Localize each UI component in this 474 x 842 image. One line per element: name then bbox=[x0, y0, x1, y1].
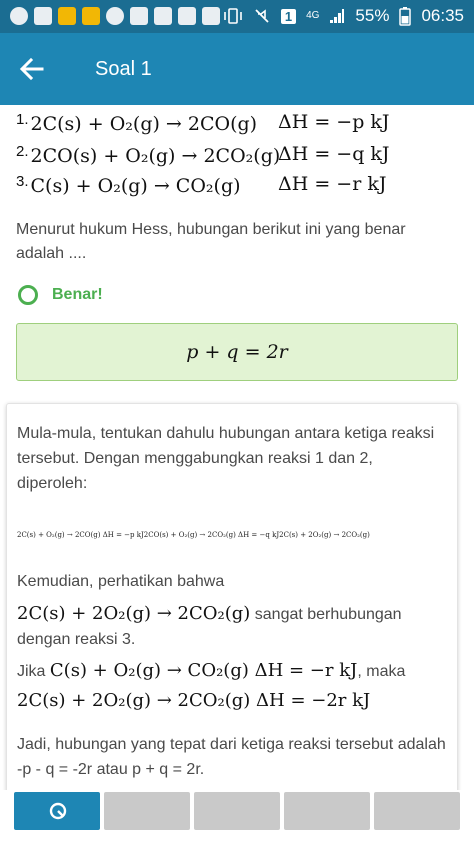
battery-icon bbox=[399, 6, 411, 26]
explanation-conclusion: Jadi, hubungan yang tepat dari ketiga reaksi tersebut adalah -p - q = -2r atau p + q = 2r. bbox=[17, 736, 446, 778]
nav-button-active[interactable] bbox=[14, 792, 100, 830]
explanation-then: Kemudian, perhatikan bahwa bbox=[17, 573, 225, 590]
maka-word: , maka bbox=[357, 663, 406, 680]
reaction-number: 1. bbox=[16, 111, 29, 128]
nav-button-5[interactable] bbox=[374, 792, 460, 830]
explanation-card bbox=[6, 403, 458, 790]
wifi-icon bbox=[130, 7, 148, 25]
app-bar bbox=[0, 33, 474, 105]
whatsapp-icon bbox=[106, 7, 124, 25]
notification-icons bbox=[10, 7, 220, 25]
mute-icon bbox=[253, 7, 271, 25]
app-icon-yellow bbox=[58, 7, 76, 25]
bottom-nav bbox=[0, 790, 474, 842]
app-icon bbox=[34, 7, 52, 25]
status-bar bbox=[0, 0, 474, 33]
combined-reaction-tiny: 2C(s) + O₂(g) → 2CO(g) ΔH = −p kJ2CO(s) + O₂(g) → 2CO₂(g) ΔH = −q kJ2C(s) + 2O₂(g) → 2CO₂(g) bbox=[17, 531, 370, 539]
explanation-jika bbox=[17, 658, 447, 684]
nav-button-4[interactable] bbox=[284, 792, 370, 830]
clock: 06:35 bbox=[421, 6, 464, 25]
network-type: 4G bbox=[306, 10, 320, 21]
equation-three: C(s) + O₂(g) → CO₂(g) ΔH = −r kJ bbox=[49, 660, 358, 681]
correct-circle-icon bbox=[18, 285, 38, 305]
b-app-icon bbox=[154, 7, 172, 25]
result-status bbox=[18, 285, 103, 305]
reaction-equation: 2CO(s) + O₂(g) → 2CO₂(g) bbox=[30, 145, 281, 167]
reaction-3 bbox=[16, 173, 387, 197]
explanation-intro: Mula-mula, tentukan dahulu hubungan antara ketiga reaksi tersebut. Dengan menggabungkan reaksi 1 dan 2, diperoleh: bbox=[17, 425, 435, 492]
explanation-related bbox=[17, 601, 447, 652]
equation-double: 2C(s) + 2O₂(g) → 2CO₂(g) ΔH = −2r kJ bbox=[17, 690, 371, 711]
reaction-enthalpy: ΔH = −r kJ bbox=[278, 173, 387, 195]
sim-slot-badge: 1 bbox=[281, 9, 296, 24]
arrow-left-icon[interactable] bbox=[18, 55, 46, 83]
vibrate-icon bbox=[223, 7, 243, 25]
reaction-number: 3. bbox=[16, 173, 29, 190]
question-content bbox=[0, 105, 474, 790]
page-title: Soal 1 bbox=[95, 58, 152, 80]
battery-percent: 55% bbox=[355, 6, 390, 25]
explanation-double bbox=[17, 688, 447, 714]
nav-button-3[interactable] bbox=[194, 792, 280, 830]
reaction-equation: C(s) + O₂(g) → CO₂(g) bbox=[30, 175, 241, 197]
equation-total: 2C(s) + 2O₂(g) → 2CO₂(g) bbox=[17, 603, 251, 624]
jika-word: Jika bbox=[17, 663, 50, 680]
reaction-number: 2. bbox=[16, 143, 29, 160]
app-icon-yellow-2 bbox=[82, 7, 100, 25]
correct-answer-option[interactable] bbox=[16, 323, 458, 381]
messages-icon bbox=[10, 7, 28, 25]
system-icons bbox=[223, 6, 464, 26]
reaction-equation: 2C(s) + O₂(g) → 2CO(g) bbox=[30, 113, 258, 135]
game-icon bbox=[202, 7, 220, 25]
related-text: sangat berhubungan dengan reaksi 3. bbox=[17, 606, 402, 648]
reaction-enthalpy: ΔH = −q kJ bbox=[278, 143, 390, 165]
result-label: Benar! bbox=[52, 286, 103, 303]
question-prompt: Menurut hukum Hess, hubungan berikut ini yang benar adalah .... bbox=[16, 221, 406, 262]
answer-text: p + q = 2r bbox=[186, 341, 288, 363]
signal-icon bbox=[329, 8, 345, 24]
image-icon bbox=[178, 7, 196, 25]
reaction-1 bbox=[16, 111, 390, 135]
refresh-search-icon bbox=[48, 801, 68, 821]
nav-button-2[interactable] bbox=[104, 792, 190, 830]
reaction-2 bbox=[16, 143, 390, 167]
reaction-enthalpy: ΔH = −p kJ bbox=[278, 111, 390, 133]
